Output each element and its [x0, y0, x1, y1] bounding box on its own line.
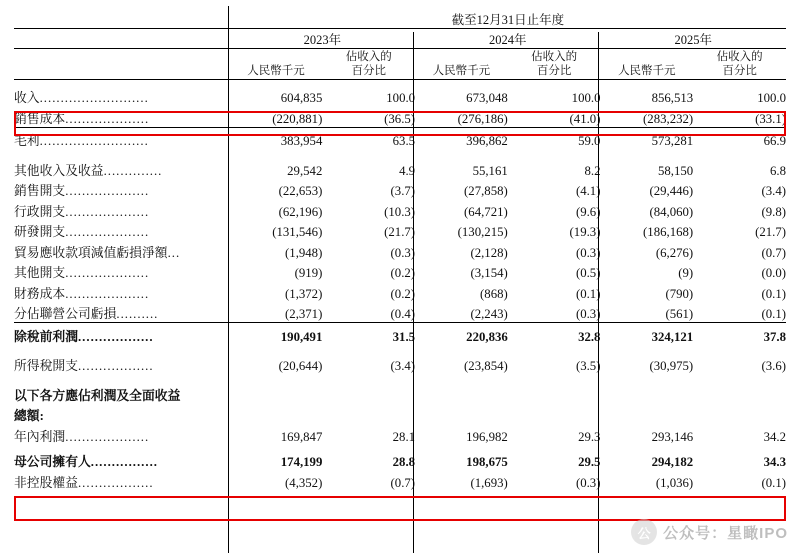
- row-pct-2023: (0.3): [390, 245, 416, 260]
- row-pct-2023: 63.5: [392, 134, 416, 149]
- row-value-2024: 198,675: [466, 455, 508, 470]
- row-value-2023: (62,196): [278, 204, 323, 219]
- row-label-text: 貿易應收款項減值虧損淨額: [14, 245, 168, 260]
- unit-amount-text-2023: 人民幣千元: [247, 65, 305, 78]
- row-value-2025: (186,168): [643, 225, 694, 240]
- row-pct-2025: (0.1): [761, 475, 786, 490]
- row-value-2024: (23,854): [464, 359, 508, 374]
- header-unit-pct-2023: [322, 50, 415, 79]
- unit-pct-l2-2024: 百分比: [536, 65, 572, 78]
- header-year-2025: 2025年: [674, 33, 712, 47]
- row-pct-2023: 28.8: [392, 455, 416, 470]
- row-pct-2025: 37.8: [763, 329, 786, 344]
- spacer-after-gross-profit: [14, 149, 786, 158]
- row-pct-2025: 34.2: [763, 429, 786, 444]
- row-value-2025: 324,121: [651, 329, 694, 344]
- row-value-2025: (561): [665, 307, 694, 322]
- row-pct-2024: 8.2: [584, 163, 601, 178]
- row-dots: ..............: [103, 163, 163, 178]
- row-pct-2023: (0.2): [390, 266, 416, 281]
- row-label-text: 研發開支: [14, 225, 66, 240]
- row-dots: ..................: [77, 475, 154, 490]
- row-value-2024: (3,154): [470, 266, 508, 281]
- row-value-2024: (64,721): [464, 204, 508, 219]
- row-label-text: 其他開支: [14, 266, 66, 281]
- row-dots: ....................: [65, 225, 150, 240]
- section-title-line2: 總額:: [14, 409, 44, 424]
- spacer-after-tax: [14, 374, 786, 383]
- row-value-2023: (4,352): [285, 475, 323, 490]
- row-pct-2023: (0.4): [390, 307, 416, 322]
- row-pct-2025: (0.1): [761, 307, 786, 322]
- watermark-text: 公众号：星瞰IPO: [663, 524, 788, 542]
- row-label-text: 行政開支: [14, 204, 66, 219]
- row-value-2024: 196,982: [466, 429, 508, 444]
- table-row: [14, 129, 786, 150]
- unit-pct-l2-2025: 百分比: [722, 65, 757, 78]
- table-row: [14, 179, 786, 200]
- unit-pct-l1-2024: 佔收入的: [531, 51, 578, 63]
- row-label-text: 母公司擁有人: [14, 455, 91, 470]
- row-label: [14, 199, 230, 220]
- row-label-text: 年內利潤: [14, 429, 66, 444]
- header-unit-pct-2025: [693, 50, 786, 79]
- row-dots: ....................: [65, 429, 150, 444]
- table-row: [14, 106, 786, 127]
- row-value-2024: (2,128): [470, 245, 508, 260]
- row-label-text: 除稅前利潤: [14, 329, 78, 344]
- row-pct-2023: (21.7): [384, 225, 416, 240]
- row-value-2025: (84,060): [649, 204, 694, 219]
- row-value-2023: 169,847: [280, 429, 323, 444]
- row-label: [14, 302, 230, 323]
- row-dots: ..........................: [39, 91, 149, 106]
- row-label-text: 毛利: [14, 134, 40, 149]
- row-dots: ....................: [65, 204, 150, 219]
- section-title-row-2: [14, 404, 786, 425]
- row-dots: ..........................: [39, 134, 149, 149]
- row-pct-2025: (21.7): [755, 225, 786, 240]
- row-value-2023: (20,644): [278, 359, 323, 374]
- row-label: [14, 450, 230, 471]
- row-pct-2024: (0.3): [575, 245, 601, 260]
- row-pct-2025: (0.0): [761, 266, 786, 281]
- header-period-label: 截至12月31日止年度: [451, 13, 565, 27]
- row-pct-2023: (10.3): [384, 204, 416, 219]
- row-pct-2024: (0.3): [575, 307, 601, 322]
- header-year-2023: 2023年: [303, 33, 342, 47]
- row-pct-2023: 4.9: [399, 163, 416, 178]
- row-value-2023: (919): [294, 266, 323, 281]
- row-pct-2024: (3.5): [575, 359, 601, 374]
- row-value-2025: 294,182: [651, 455, 694, 470]
- row-label: [14, 324, 230, 345]
- table-row: [14, 261, 786, 282]
- header-unit-amount-2025: [600, 50, 693, 79]
- unit-pct-l1-2023: 佔收入的: [345, 51, 392, 63]
- row-label-text: 銷售成本: [14, 111, 66, 126]
- row-pct-2025: 100.0: [757, 91, 786, 106]
- row-value-2025: 293,146: [651, 429, 694, 444]
- column-separator-3: [598, 32, 599, 553]
- row-dots: ....................: [65, 111, 150, 126]
- row-label: [14, 240, 230, 261]
- row-pct-2024: (19.3): [569, 225, 601, 240]
- row-pct-2025: (3.6): [761, 359, 786, 374]
- row-value-2024: 220,836: [466, 329, 508, 344]
- row-label: [14, 220, 230, 241]
- row-value-2023: 383,954: [280, 134, 323, 149]
- row-dots: ..................: [77, 359, 154, 374]
- row-pct-2024: (0.1): [575, 286, 601, 301]
- row-value-2023: (22,653): [278, 184, 323, 199]
- section-title-row-1: [14, 383, 786, 404]
- table-row: [14, 354, 786, 375]
- row-label-text: 分佔聯營公司虧損: [14, 307, 117, 322]
- row-pct-2024: (41.0): [569, 111, 601, 126]
- row-value-2023: 190,491: [280, 329, 323, 344]
- row-label: [14, 106, 230, 127]
- row-label: [14, 354, 230, 375]
- row-value-2024: (130,215): [457, 225, 508, 240]
- table-row: [14, 424, 786, 445]
- row-dots: ....................: [65, 266, 150, 281]
- header-year-row: [14, 30, 786, 49]
- row-pct-2025: 34.3: [763, 455, 786, 470]
- row-label: [14, 470, 230, 491]
- row-pct-2024: (4.1): [575, 184, 601, 199]
- table-row: [14, 470, 786, 491]
- watermark-badge: 公: [631, 519, 657, 545]
- row-dots: ....................: [65, 286, 150, 301]
- row-pct-2024: 59.0: [578, 134, 601, 149]
- row-value-2025: (790): [665, 286, 694, 301]
- row-value-2025: 573,281: [651, 134, 694, 149]
- row-pct-2024: 29.5: [578, 455, 601, 470]
- row-pct-2025: (3.4): [761, 184, 786, 199]
- table-row: [14, 324, 786, 345]
- header-unit-amount-2024: [415, 50, 508, 79]
- watermark: [631, 519, 788, 545]
- row-label-text: 收入: [14, 91, 40, 106]
- unit-amount-text-2025: 人民幣千元: [618, 65, 676, 78]
- row-value-2024: (276,186): [457, 111, 508, 126]
- row-pct-2025: (33.1): [755, 111, 786, 126]
- row-value-2024: 55,161: [472, 163, 508, 178]
- row-value-2023: (2,371): [285, 307, 323, 322]
- row-label: [14, 281, 230, 302]
- row-pct-2024: 32.8: [578, 329, 601, 344]
- row-pct-2025: (0.1): [761, 286, 786, 301]
- row-pct-2023: (3.4): [390, 359, 416, 374]
- row-label-text: 銷售開支: [14, 184, 66, 199]
- row-dots: ................: [90, 455, 158, 470]
- row-pct-2023: (3.7): [390, 184, 416, 199]
- highlight-parent-owners-row: [14, 496, 786, 521]
- table-row: [14, 86, 786, 107]
- spacer-after-pretax: [14, 345, 786, 354]
- table-row: [14, 302, 786, 323]
- row-pct-2024: (0.5): [575, 266, 601, 281]
- unit-pct-l1-2025: 佔收入的: [716, 51, 763, 63]
- row-value-2023: (1,372): [285, 286, 323, 301]
- row-value-2023: 174,199: [280, 455, 323, 470]
- row-label: [14, 129, 230, 150]
- column-separator-1: [228, 6, 229, 553]
- row-pct-2023: 28.1: [392, 429, 416, 444]
- header-unit-row: [14, 50, 786, 79]
- row-value-2023: 604,835: [280, 91, 323, 106]
- row-value-2024: (27,858): [464, 184, 508, 199]
- row-pct-2023: 100.0: [386, 91, 416, 106]
- row-value-2025: 856,513: [651, 91, 694, 106]
- row-value-2024: (2,243): [470, 307, 508, 322]
- row-label: [14, 86, 230, 107]
- header-unit-pct-2024: [508, 50, 601, 79]
- row-pct-2025: 66.9: [763, 134, 786, 149]
- row-pct-2023: (36.5): [384, 111, 416, 126]
- row-value-2025: (283,232): [643, 111, 694, 126]
- table-row: [14, 281, 786, 302]
- row-value-2023: (131,546): [272, 225, 323, 240]
- table-row: [14, 158, 786, 179]
- row-value-2024: 673,048: [466, 91, 508, 106]
- row-pct-2025: (9.8): [761, 204, 786, 219]
- row-pct-2025: (0.7): [761, 245, 786, 260]
- row-value-2024: 396,862: [466, 134, 508, 149]
- header-unit-amount-2023: [230, 50, 323, 79]
- table-row: [14, 450, 786, 471]
- column-separator-2: [413, 32, 414, 553]
- table-row: [14, 220, 786, 241]
- row-pct-2024: 100.0: [571, 91, 601, 106]
- table-row: [14, 199, 786, 220]
- header-year-2024: 2024年: [489, 33, 527, 47]
- row-value-2025: (1,036): [655, 475, 694, 490]
- row-dots: ....................: [65, 184, 150, 199]
- row-label-text: 其他收入及收益: [14, 163, 104, 178]
- row-value-2023: 29,542: [287, 163, 323, 178]
- row-label-text: 所得稅開支: [14, 359, 78, 374]
- row-pct-2023: 31.5: [392, 329, 416, 344]
- row-pct-2023: (0.2): [390, 286, 416, 301]
- row-label-text: 非控股權益: [14, 475, 78, 490]
- row-value-2025: (6,276): [655, 245, 694, 260]
- row-label: [14, 261, 230, 282]
- row-value-2024: (1,693): [470, 475, 508, 490]
- header-period-row: [14, 10, 786, 29]
- row-value-2025: (29,446): [649, 184, 694, 199]
- table-row: [14, 240, 786, 261]
- row-dots: ..................: [77, 329, 154, 344]
- row-dots: ..........: [116, 307, 159, 322]
- row-label: [14, 424, 230, 445]
- unit-amount-text-2024: 人民幣千元: [432, 65, 491, 78]
- row-value-2025: (30,975): [649, 359, 694, 374]
- row-value-2023: (220,881): [272, 111, 323, 126]
- row-pct-2024: (0.3): [575, 475, 601, 490]
- row-pct-2025: 6.8: [770, 163, 786, 178]
- row-pct-2023: (0.7): [390, 475, 416, 490]
- row-value-2023: (1,948): [285, 245, 323, 260]
- row-value-2025: (9): [678, 266, 694, 281]
- row-label: [14, 179, 230, 200]
- row-value-2025: 58,150: [657, 163, 694, 178]
- row-pct-2024: (9.6): [575, 204, 601, 219]
- section-title-line1: 以下各方應佔利潤及全面收益: [14, 388, 181, 403]
- row-label: [14, 158, 230, 179]
- row-pct-2024: 29.3: [578, 429, 601, 444]
- row-value-2024: (868): [480, 286, 508, 301]
- unit-pct-l2-2023: 百分比: [351, 65, 386, 78]
- row-dots: ...: [167, 245, 181, 260]
- income-statement-table: [14, 10, 786, 491]
- row-label-text: 財務成本: [14, 286, 66, 301]
